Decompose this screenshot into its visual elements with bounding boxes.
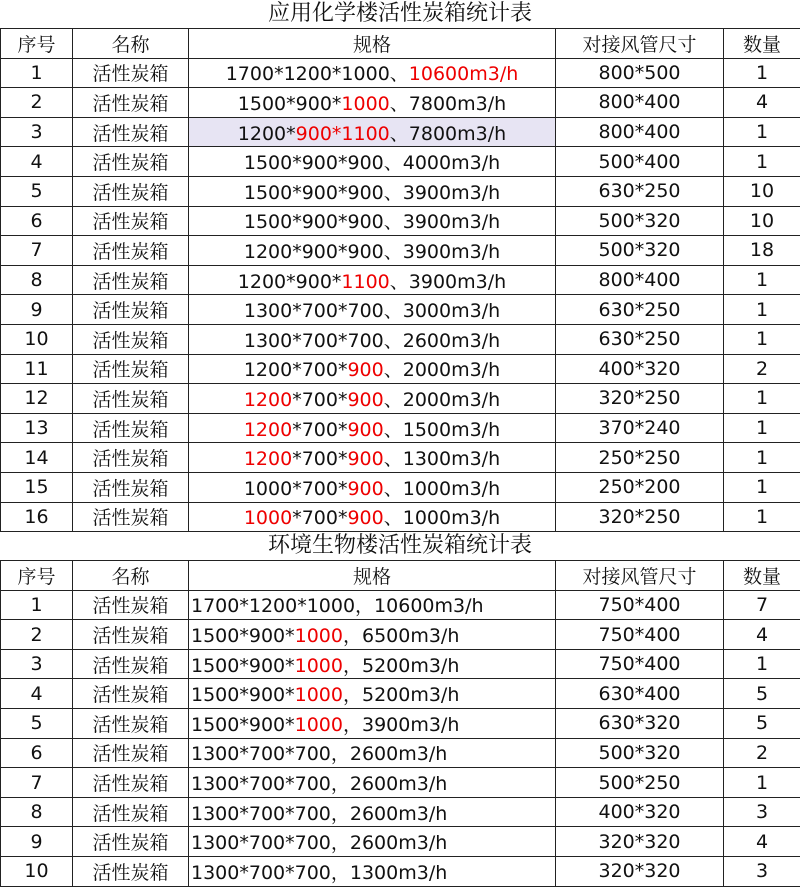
table-row (1, 620, 800, 650)
cell-name[interactable]: 活性炭箱 (73, 827, 189, 857)
table-row (1, 472, 800, 502)
spec-text: 1700*1200*1000、 (226, 63, 409, 85)
cell-qty[interactable]: 10 (724, 176, 800, 206)
spec-text-red: 10600m3/h (409, 63, 518, 85)
cell-spec[interactable] (189, 590, 556, 620)
cell-name[interactable]: 活性炭箱 (73, 472, 189, 502)
spec-text: 、7800m3/h (390, 93, 506, 115)
cell-no[interactable]: 6 (1, 738, 73, 768)
spec-text: 1500*900* (191, 625, 295, 647)
cell-duct[interactable]: 500*250 (556, 768, 724, 798)
cell-spec[interactable] (189, 768, 556, 798)
cell-duct[interactable]: 630*250 (556, 324, 724, 354)
table-row (1, 58, 800, 88)
cell-duct[interactable]: 800*500 (556, 58, 724, 88)
cell-duct[interactable]: 370*240 (556, 413, 724, 443)
spec-text: *700* (292, 389, 347, 411)
cell-no[interactable]: 9 (1, 827, 73, 857)
cell-spec[interactable] (189, 88, 556, 118)
spec-text-red: 1200 (244, 389, 292, 411)
table1-header-row (1, 29, 800, 59)
table2 (0, 560, 800, 887)
spec-text-red: 1100 (341, 271, 389, 293)
header-spec[interactable]: 规格 (189, 561, 556, 591)
cell-no[interactable]: 8 (1, 797, 73, 827)
header-name[interactable]: 名称 (73, 561, 189, 591)
spec-text-red: 900 (347, 507, 383, 529)
spec-text: 1300*700*700、2600m3/h (244, 330, 500, 352)
table-row (1, 176, 800, 206)
cell-duct[interactable]: 320*250 (556, 502, 724, 532)
cell-no[interactable]: 5 (1, 709, 73, 739)
cell-spec[interactable] (189, 443, 556, 473)
spec-text: 、1500m3/h (384, 419, 500, 441)
cell-spec[interactable] (189, 709, 556, 739)
header-no[interactable]: 序号 (1, 561, 73, 591)
table-row (1, 295, 800, 325)
cell-qty[interactable]: 3 (724, 797, 800, 827)
cell-name[interactable]: 活性炭箱 (73, 679, 189, 709)
table-row (1, 88, 800, 118)
spec-text-red: 900*1100 (296, 123, 390, 145)
spec-text-red: 1000 (295, 714, 343, 736)
spec-text: 、3900m3/h (390, 271, 506, 293)
spec-text: 1500*900*900、3900m3/h (244, 182, 500, 204)
cell-qty[interactable]: 1 (724, 502, 800, 532)
cell-name[interactable]: 活性炭箱 (73, 797, 189, 827)
spec-text-red: 900 (347, 359, 383, 381)
cell-qty[interactable]: 4 (724, 620, 800, 650)
cell-duct[interactable]: 750*400 (556, 620, 724, 650)
cell-qty[interactable]: 1 (724, 768, 800, 798)
cell-qty[interactable]: 10 (724, 206, 800, 236)
spec-text-red: 1000 (295, 684, 343, 706)
cell-duct[interactable]: 500*320 (556, 206, 724, 236)
cell-qty[interactable]: 1 (724, 265, 800, 295)
spec-text: *700* (292, 507, 347, 529)
spec-text: 1500*900*900、3900m3/h (244, 211, 500, 233)
cell-no[interactable]: 10 (1, 857, 73, 887)
cell-no[interactable]: 16 (1, 502, 73, 532)
table-row (1, 236, 800, 266)
cell-duct[interactable]: 750*400 (556, 590, 724, 620)
cell-duct[interactable]: 500*320 (556, 738, 724, 768)
cell-duct[interactable]: 800*400 (556, 88, 724, 118)
cell-duct[interactable]: 500*400 (556, 147, 724, 177)
spec-text-red: 1000 (295, 655, 343, 677)
cell-duct[interactable]: 630*400 (556, 679, 724, 709)
cell-qty[interactable]: 1 (724, 472, 800, 502)
cell-qty[interactable]: 1 (724, 58, 800, 88)
spec-text: 1300*700*700，2600m3/h (191, 832, 447, 854)
table-row (1, 827, 800, 857)
spec-text: 1700*1200*1000，10600m3/h (191, 595, 484, 617)
cell-spec[interactable] (189, 649, 556, 679)
cell-spec[interactable] (189, 176, 556, 206)
header-qty[interactable]: 数量 (724, 561, 800, 591)
table-row (1, 443, 800, 473)
cell-name[interactable]: 活性炭箱 (73, 295, 189, 325)
spec-text-red: 1000 (341, 93, 389, 115)
cell-duct[interactable]: 800*400 (556, 117, 724, 147)
cell-no[interactable]: 9 (1, 295, 73, 325)
cell-no[interactable]: 10 (1, 324, 73, 354)
cell-spec[interactable] (189, 117, 556, 147)
spec-text-red: 1000 (244, 507, 292, 529)
cell-no[interactable]: 2 (1, 88, 73, 118)
spec-text: 、2000m3/h (384, 389, 500, 411)
cell-name[interactable]: 活性炭箱 (73, 709, 189, 739)
spec-text: 1300*700*700，2600m3/h (191, 743, 447, 765)
cell-qty[interactable]: 5 (724, 709, 800, 739)
table-row (1, 265, 800, 295)
spec-text-red: 900 (347, 448, 383, 470)
spec-text-red: 1000 (295, 625, 343, 647)
cell-spec[interactable] (189, 679, 556, 709)
table-row (1, 679, 800, 709)
table-row (1, 709, 800, 739)
cell-spec[interactable] (189, 738, 556, 768)
table1-title: 应用化学楼活性炭箱统计表 (0, 0, 800, 28)
header-no[interactable]: 序号 (1, 29, 73, 59)
spec-text: 1200*900*900、3900m3/h (244, 241, 500, 263)
cell-spec[interactable] (189, 827, 556, 857)
cell-duct[interactable]: 320*250 (556, 384, 724, 414)
spec-text: 1300*700*700、3000m3/h (244, 300, 500, 322)
spec-text: ，5200m3/h (343, 684, 459, 706)
cell-name[interactable]: 活性炭箱 (73, 58, 189, 88)
cell-name[interactable]: 活性炭箱 (73, 620, 189, 650)
cell-no[interactable]: 7 (1, 768, 73, 798)
cell-no[interactable]: 7 (1, 236, 73, 266)
cell-qty[interactable]: 1 (724, 147, 800, 177)
cell-duct[interactable]: 400*320 (556, 354, 724, 384)
cell-qty[interactable]: 1 (724, 324, 800, 354)
cell-name[interactable]: 活性炭箱 (73, 324, 189, 354)
cell-name[interactable]: 活性炭箱 (73, 413, 189, 443)
cell-no[interactable]: 13 (1, 413, 73, 443)
header-name[interactable]: 名称 (73, 29, 189, 59)
spec-text: 1500*900*900、4000m3/h (244, 152, 500, 174)
spec-text-red: 900 (347, 478, 383, 500)
cell-duct[interactable]: 320*320 (556, 827, 724, 857)
header-spec[interactable]: 规格 (189, 29, 556, 59)
spec-text: 1500*900* (191, 655, 295, 677)
cell-duct[interactable]: 500*320 (556, 236, 724, 266)
cell-name[interactable]: 活性炭箱 (73, 590, 189, 620)
cell-qty[interactable]: 1 (724, 384, 800, 414)
cell-spec[interactable] (189, 472, 556, 502)
header-duct[interactable]: 对接风管尺寸 (556, 29, 724, 59)
cell-duct[interactable]: 750*400 (556, 649, 724, 679)
spec-text: 1300*700*700，1300m3/h (191, 862, 447, 884)
cell-no[interactable]: 4 (1, 147, 73, 177)
cell-qty[interactable]: 4 (724, 827, 800, 857)
cell-spec[interactable] (189, 58, 556, 88)
cell-duct[interactable]: 630*320 (556, 709, 724, 739)
cell-name[interactable]: 活性炭箱 (73, 117, 189, 147)
spec-text: 1300*700*700，2600m3/h (191, 773, 447, 795)
spec-text-red: 1200 (244, 448, 292, 470)
spec-text: 、7800m3/h (390, 123, 506, 145)
header-duct[interactable]: 对接风管尺寸 (556, 561, 724, 591)
spec-text-red: 900 (347, 419, 383, 441)
table-row (1, 768, 800, 798)
cell-qty[interactable]: 2 (724, 738, 800, 768)
cell-spec[interactable] (189, 502, 556, 532)
cell-spec[interactable] (189, 324, 556, 354)
spec-text: ，5200m3/h (343, 655, 459, 677)
cell-qty[interactable]: 4 (724, 88, 800, 118)
cell-spec[interactable] (189, 147, 556, 177)
spec-text: 、2000m3/h (384, 359, 500, 381)
cell-name[interactable]: 活性炭箱 (73, 857, 189, 887)
cell-no[interactable]: 3 (1, 649, 73, 679)
table-row (1, 413, 800, 443)
table-row (1, 117, 800, 147)
header-qty[interactable]: 数量 (724, 29, 800, 59)
cell-spec[interactable] (189, 857, 556, 887)
spec-text: 、1000m3/h (384, 507, 500, 529)
cell-name[interactable]: 活性炭箱 (73, 738, 189, 768)
table-row (1, 324, 800, 354)
cell-spec[interactable] (189, 413, 556, 443)
cell-spec[interactable] (189, 265, 556, 295)
cell-spec[interactable] (189, 236, 556, 266)
cell-qty[interactable]: 1 (724, 649, 800, 679)
spec-text: 1200* (238, 123, 296, 145)
cell-no[interactable]: 1 (1, 590, 73, 620)
table-row (1, 502, 800, 532)
cell-duct[interactable]: 250*250 (556, 443, 724, 473)
cell-qty[interactable]: 1 (724, 443, 800, 473)
table-row (1, 857, 800, 887)
cell-spec[interactable] (189, 295, 556, 325)
spec-text: 1000*700* (244, 478, 348, 500)
cell-no[interactable]: 12 (1, 384, 73, 414)
spec-text: 、1000m3/h (384, 478, 500, 500)
spec-text: 1200*900* (238, 271, 342, 293)
spec-text: *700* (292, 448, 347, 470)
spec-text: ，3900m3/h (343, 714, 459, 736)
table-row (1, 384, 800, 414)
cell-qty[interactable]: 7 (724, 590, 800, 620)
table-row (1, 797, 800, 827)
table-row (1, 590, 800, 620)
cell-name[interactable]: 活性炭箱 (73, 649, 189, 679)
cell-no[interactable]: 15 (1, 472, 73, 502)
cell-qty[interactable]: 1 (724, 295, 800, 325)
spec-text: ，6500m3/h (343, 625, 459, 647)
cell-name[interactable]: 活性炭箱 (73, 354, 189, 384)
cell-name[interactable]: 活性炭箱 (73, 236, 189, 266)
cell-no[interactable]: 11 (1, 354, 73, 384)
spec-text: 1500*900* (238, 93, 342, 115)
cell-name[interactable]: 活性炭箱 (73, 768, 189, 798)
table2-header-row (1, 561, 800, 591)
table-row (1, 147, 800, 177)
cell-no[interactable]: 4 (1, 679, 73, 709)
table2-title: 环境生物楼活性炭箱统计表 (0, 532, 800, 560)
cell-name[interactable]: 活性炭箱 (73, 206, 189, 236)
spec-text: 1500*900* (191, 684, 295, 706)
spec-text: 1200*700* (244, 359, 348, 381)
cell-qty[interactable]: 1 (724, 413, 800, 443)
cell-duct[interactable]: 800*400 (556, 265, 724, 295)
cell-name[interactable]: 活性炭箱 (73, 88, 189, 118)
cell-no[interactable]: 3 (1, 117, 73, 147)
cell-no[interactable]: 8 (1, 265, 73, 295)
cell-no[interactable]: 5 (1, 176, 73, 206)
cell-qty[interactable]: 5 (724, 679, 800, 709)
cell-name[interactable]: 活性炭箱 (73, 502, 189, 532)
table-row (1, 649, 800, 679)
cell-spec[interactable] (189, 354, 556, 384)
cell-duct[interactable]: 630*250 (556, 295, 724, 325)
spec-text: 1500*900* (191, 714, 295, 736)
cell-spec[interactable] (189, 620, 556, 650)
spec-text: *700* (292, 419, 347, 441)
spec-text-red: 900 (347, 389, 383, 411)
cell-spec[interactable] (189, 797, 556, 827)
cell-spec[interactable] (189, 206, 556, 236)
spec-text-red: 1200 (244, 419, 292, 441)
spec-text: 、1300m3/h (384, 448, 500, 470)
cell-no[interactable]: 14 (1, 443, 73, 473)
cell-no[interactable]: 1 (1, 58, 73, 88)
table-row (1, 738, 800, 768)
spec-text: 1300*700*700，2600m3/h (191, 803, 447, 825)
cell-duct[interactable]: 320*320 (556, 857, 724, 887)
cell-qty[interactable]: 18 (724, 236, 800, 266)
cell-name[interactable]: 活性炭箱 (73, 384, 189, 414)
table1 (0, 28, 800, 532)
cell-qty[interactable]: 3 (724, 857, 800, 887)
cell-no[interactable]: 2 (1, 620, 73, 650)
cell-duct[interactable]: 250*200 (556, 472, 724, 502)
table-row (1, 354, 800, 384)
cell-name[interactable]: 活性炭箱 (73, 176, 189, 206)
cell-name[interactable]: 活性炭箱 (73, 443, 189, 473)
cell-duct[interactable]: 630*250 (556, 176, 724, 206)
cell-no[interactable]: 6 (1, 206, 73, 236)
cell-spec[interactable] (189, 384, 556, 414)
cell-duct[interactable]: 400*320 (556, 797, 724, 827)
cell-name[interactable]: 活性炭箱 (73, 147, 189, 177)
cell-qty[interactable]: 1 (724, 117, 800, 147)
cell-name[interactable]: 活性炭箱 (73, 265, 189, 295)
cell-qty[interactable]: 2 (724, 354, 800, 384)
table-row (1, 206, 800, 236)
